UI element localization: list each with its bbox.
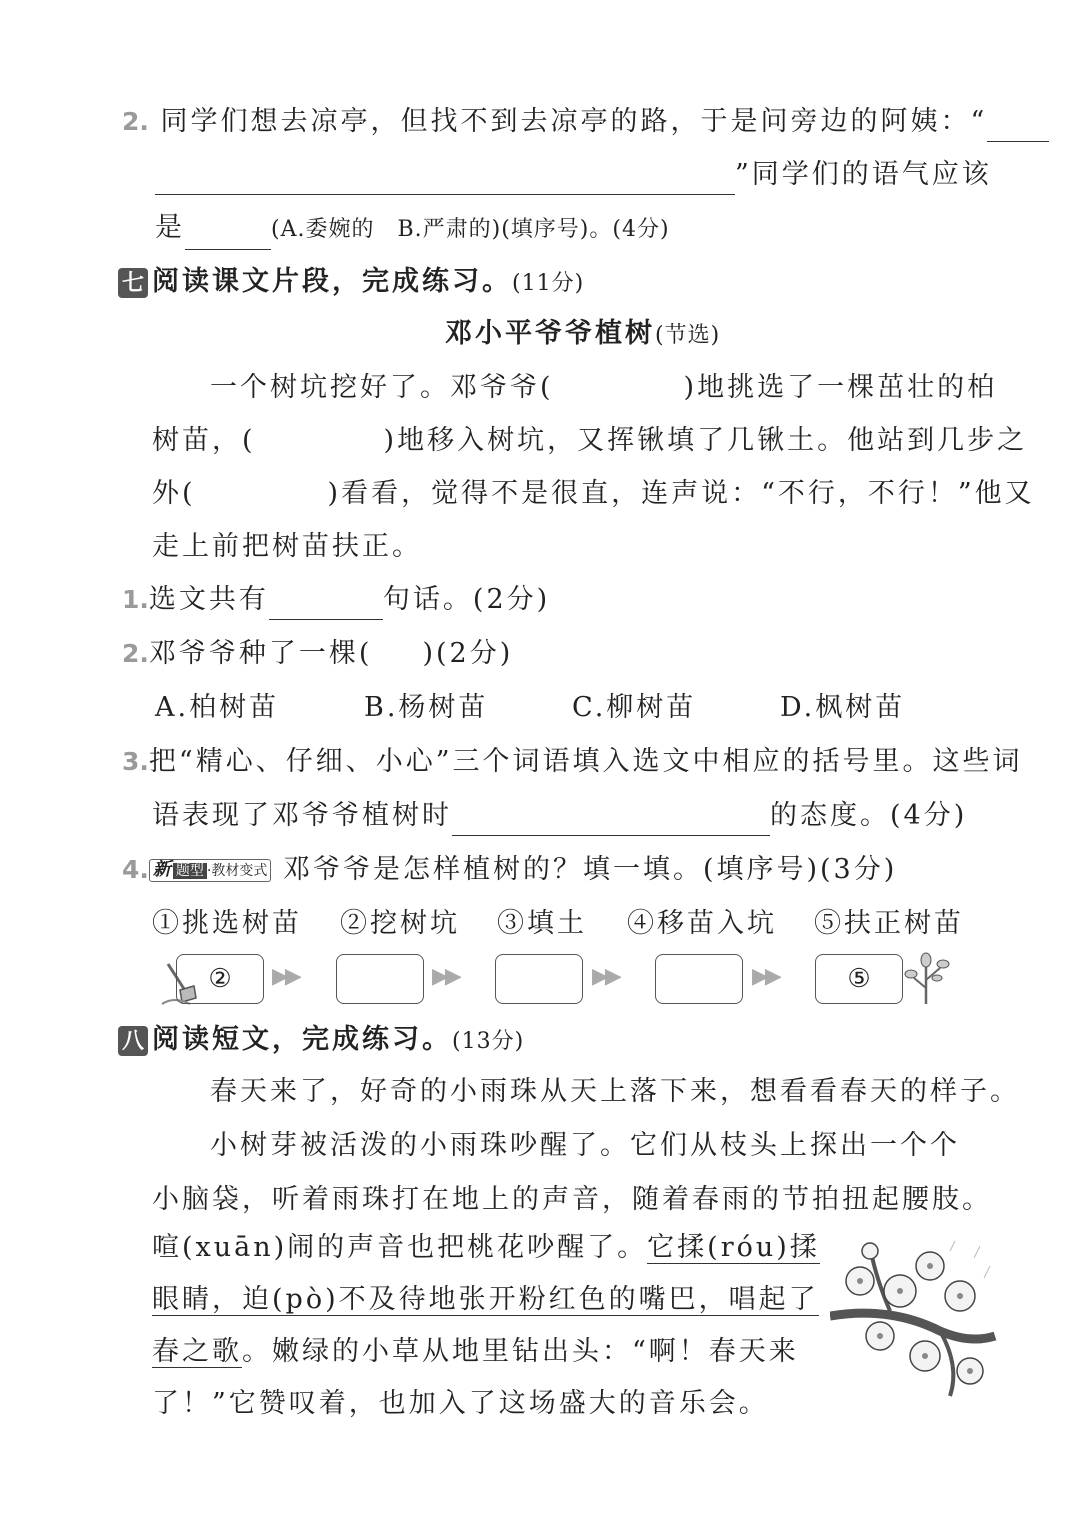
passage-p3b: )看看，觉得不是很直，连声说：“不行，不行！”他又 (327, 478, 1035, 509)
sec7-q1-text-b: 句话。(2分) (382, 584, 551, 615)
passage-line2 (152, 421, 1027, 461)
flow-box-5[interactable]: ⑤ (815, 954, 903, 1004)
peach-blossom-illustration (830, 1236, 1000, 1406)
flow-arrow-1: ▶▶ (272, 964, 298, 989)
sec7-q3-text-b: 语表现了邓爷爷植树时 (152, 800, 452, 831)
story-line1: 春天来了，好奇的小雨珠从天上落下来，想看看春天的样子。 (210, 1076, 1020, 1107)
sec7-q4-number: 4. (122, 855, 149, 884)
sec7-title: 阅读课文片段，完成练习。 (152, 266, 512, 297)
tag-type: 题型 (173, 863, 207, 879)
sec7-q1-blank[interactable] (269, 589, 383, 620)
sec7-q2-text-b: )(2分) (422, 638, 514, 669)
sec7-q4-text: 邓爷爷是怎样植树的？填一填。(填序号)(3分) (282, 854, 898, 885)
story-underlined-1: 它揉(róu)揉 (647, 1232, 820, 1263)
q2-text1: 同学们想去凉亭，但找不到去凉亭的路，于是问旁边的阿姨：“ (160, 106, 988, 137)
q2-line2 (155, 155, 992, 195)
sec8-heading (118, 1020, 524, 1062)
story-line3: 小脑袋，听着雨珠打在地上的声音，随着春雨的节拍扭起腰肢。 (152, 1184, 992, 1215)
passage-line1 (210, 368, 997, 408)
step-4: ④移苗入坑 (627, 908, 777, 939)
passage-note: (节选) (655, 323, 721, 348)
sec8-score: (13分) (452, 1029, 525, 1054)
sec7-q1-number: 1. (122, 585, 149, 614)
sec7-q3-number: 3. (122, 747, 149, 776)
story-line2: 小树芽被活泼的小雨珠吵醒了。它们从枝头上探出一个个 (210, 1130, 960, 1161)
q2-text2: ”同学们的语气应该 (735, 159, 992, 190)
passage-title-line (445, 314, 720, 356)
sec7-q1-text-a: 选文共有 (148, 584, 269, 615)
sec7-q2-number: 2. (122, 639, 149, 668)
story-underlined-2: 眼睛，迫(pò)不及待地张开粉红色的嘴巴，唱起了 (152, 1284, 819, 1315)
sec7-q3-blank[interactable] (452, 805, 770, 836)
step-1: ①挑选树苗 (152, 908, 302, 939)
flow-arrow-4: ▶▶ (752, 964, 778, 989)
q2-text3a: 是 (155, 212, 185, 243)
passage-p1b: )地挑选了一棵茁壮的柏 (683, 372, 998, 403)
q2-number: 2. (122, 107, 149, 136)
q2-blank-c[interactable] (185, 219, 271, 250)
sec7-heading (118, 262, 584, 304)
sapling-icon (904, 950, 954, 1006)
sec7-q3-line1 (122, 742, 1023, 782)
passage-line3 (152, 474, 1035, 514)
sec7-q3-line2 (152, 796, 967, 836)
step-2: ②挖树坑 (340, 908, 460, 939)
sec7-badge: 七 (118, 268, 148, 298)
flow-arrow-3: ▶▶ (592, 964, 618, 989)
story-underlined-3: 春之歌 (152, 1336, 242, 1367)
q2-text3b: (A.委婉的 B.严肃的)(填序号)。(4分) (271, 217, 670, 242)
story-line5 (152, 1280, 819, 1320)
q2-blank-b[interactable] (155, 164, 735, 195)
flow-arrow-2: ▶▶ (432, 964, 458, 989)
sec8-badge: 八 (118, 1026, 148, 1056)
flow-box-1[interactable]: ② (176, 954, 264, 1004)
option-c[interactable]: C.柳树苗 (572, 692, 697, 723)
passage-p1a: 一个树坑挖好了。邓爷爷( (210, 372, 554, 403)
sec8-title: 阅读短文，完成练习。 (152, 1024, 452, 1055)
sec7-q3-text-c: 的态度。(4分) (770, 800, 968, 831)
story-line4 (152, 1228, 820, 1268)
sec7-q2 (122, 634, 513, 674)
passage-title: 邓小平爷爷植树 (445, 318, 655, 349)
q2-line1 (122, 102, 1049, 142)
story-line6-b: 。嫩绿的小草从地里钻出头：“啊！春天来 (242, 1336, 799, 1367)
sec7-q1 (122, 580, 550, 620)
option-a[interactable]: A.柏树苗 (155, 692, 280, 723)
step-5: ⑤扶正树苗 (814, 908, 964, 939)
sec7-q3-text-a: 把“精心、仔细、小心”三个词语填入选文中相应的括号里。这些词 (148, 746, 1023, 777)
story-line6 (152, 1332, 799, 1372)
passage-p2b: )地移入树坑，又挥锹填了几锹土。他站到几步之 (383, 425, 1028, 456)
q2-line3 (155, 208, 670, 250)
option-b[interactable]: B.杨树苗 (364, 692, 489, 723)
story-line4-a: 喧(xuān)闹的声音也把桃花吵醒了。 (152, 1232, 648, 1263)
step-3: ③填土 (497, 908, 587, 939)
tag-variant: ·教材变式 (206, 863, 268, 879)
passage-p3a: 外( (152, 478, 196, 509)
passage-line4: 走上前把树苗扶正。 (152, 531, 422, 562)
story-line7: 了！”它赞叹着，也加入了这场盛大的音乐会。 (152, 1388, 769, 1419)
flow-box-2[interactable] (336, 954, 424, 1004)
q2-blank-a[interactable] (987, 111, 1049, 142)
sec7-score: (11分) (512, 271, 585, 296)
flow-box-4[interactable] (655, 954, 743, 1004)
sec7-q2-text-a: 邓爷爷种了一棵( (148, 638, 373, 669)
option-d[interactable]: D.枫树苗 (780, 692, 906, 723)
tag-new: 新 (152, 859, 171, 880)
sec7-q4 (122, 850, 897, 890)
flow-box-3[interactable] (495, 954, 583, 1004)
new-type-tag (149, 859, 271, 882)
passage-p2a: 树苗，( (152, 425, 256, 456)
